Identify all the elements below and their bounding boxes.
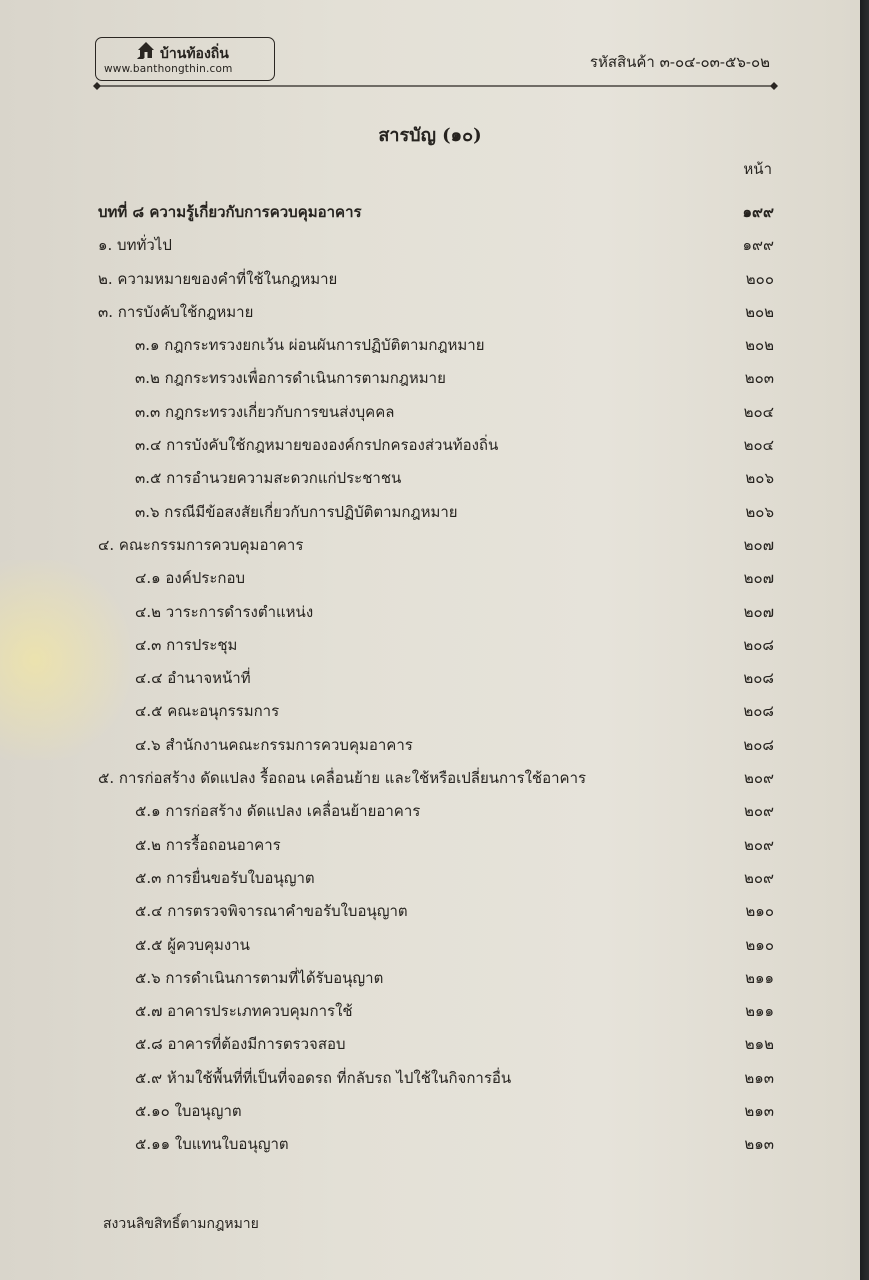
toc-label: ๒. ความหมายของคำที่ใช้ในกฎหมาย [98, 269, 338, 288]
toc-entry [0, 229, 860, 262]
toc-label: ๕.๙ ห้ามใช้พื้นที่ที่เป็นที่จอดรถ ที่กลับรถ ไปใช้ในกิจการอื่น [135, 1068, 512, 1087]
toc-page: ๒๐๗ [743, 602, 774, 621]
toc-label: ๔.๓ การประชุม [135, 635, 238, 654]
toc-entry [0, 596, 860, 629]
toc-page: ๒๑๑ [745, 968, 774, 987]
toc-page: ๑๙๙ [742, 203, 774, 221]
toc-label: ๕.๑๐ ใบอนุญาต [135, 1102, 242, 1121]
toc-entry [0, 862, 860, 895]
toc-entry [0, 1062, 860, 1095]
toc-page: ๒๐๘ [743, 669, 774, 688]
toc-page: ๒๐๔ [743, 402, 774, 421]
toc-page: ๒๑๓ [744, 1135, 774, 1154]
toc-page: ๒๐๗ [743, 569, 774, 588]
toc-entry [0, 795, 860, 828]
toc-entry [0, 196, 860, 229]
toc-entry [0, 562, 860, 595]
toc-label: ๕.๘ อาคารที่ต้องมีการตรวจสอบ [135, 1035, 346, 1054]
toc-entry [0, 929, 860, 962]
toc-label: ๕.๖ การดำเนินการตามที่ได้รับอนุญาต [135, 968, 384, 987]
toc-entry [0, 1028, 860, 1061]
toc-entry [0, 496, 860, 529]
toc-entry [0, 629, 860, 662]
toc-page: ๒๑๐ [745, 935, 774, 954]
toc-label: ๕.๗ อาคารประเภทควบคุมการใช้ [135, 1002, 353, 1021]
toc-label: ๓.๑ กฎกระทรวงยกเว้น ผ่อนผันการปฏิบัติตามกฎหมาย [135, 336, 485, 355]
toc-label: ๔.๔ อำนาจหน้าที่ [135, 669, 251, 688]
toc-entry [0, 529, 860, 562]
toc-page: ๒๐๖ [745, 502, 774, 521]
toc-entry [0, 895, 860, 928]
toc-label: ๓.๔ การบังคับใช้กฎหมายขององค์กรปกครองส่วนท้องถิ่น [135, 436, 499, 455]
toc-page: ๒๑๑ [745, 1002, 774, 1021]
toc-label: ๓.๒ กฎกระทรวงเพื่อการดำเนินการตามกฎหมาย [135, 369, 446, 388]
toc-entry [0, 729, 860, 762]
toc-label: ๕.๓ การยื่นขอรับใบอนุญาต [135, 868, 315, 887]
toc-page: ๒๐๒ [745, 302, 774, 321]
toc-label: ๓. การบังคับใช้กฎหมาย [98, 302, 254, 321]
toc-entry [0, 695, 860, 728]
house-icon [136, 40, 156, 60]
toc-entry [0, 1095, 860, 1128]
table-of-contents [0, 196, 860, 1162]
toc-entry [0, 1128, 860, 1161]
toc-label: ๕.๒ การรื้อถอนอาคาร [135, 835, 281, 854]
toc-entry [0, 429, 860, 462]
toc-label: ๕.๔ การตรวจพิจารณาคำขอรับใบอนุญาต [135, 902, 408, 921]
toc-entry [0, 329, 860, 362]
toc-label: ๔. คณะกรรมการควบคุมอาคาร [98, 535, 304, 554]
toc-page: ๒๐๗ [743, 535, 774, 554]
toc-label: บทที่ ๘ ความรู้เกี่ยวกับการควบคุมอาคาร [98, 203, 362, 221]
page-title: สารบัญ (๑๐) [378, 125, 482, 146]
toc-label: ๔.๑ องค์ประกอบ [135, 569, 246, 588]
toc-page: ๒๑๓ [744, 1068, 774, 1087]
toc-page: ๑๙๙ [742, 236, 774, 255]
toc-page: ๒๐๖ [745, 469, 774, 488]
toc-label: ๔.๖ สำนักงานคณะกรรมการควบคุมอาคาร [135, 735, 413, 754]
toc-page: ๒๐๒ [745, 336, 774, 355]
toc-page: ๒๑๓ [744, 1102, 774, 1121]
toc-page: ๒๐๙ [743, 868, 774, 887]
publisher-logo [95, 37, 275, 81]
toc-page: ๒๐๔ [743, 436, 774, 455]
toc-page: ๒๑๐ [745, 902, 774, 921]
toc-entry [0, 762, 860, 795]
book-spine [860, 0, 869, 1280]
copyright-footer: สงวนลิขสิทธิ์ตามกฎหมาย [103, 1216, 259, 1232]
toc-page: ๒๐๐ [745, 269, 774, 288]
toc-page: ๒๐๙ [743, 802, 774, 821]
toc-label: ๔.๕ คณะอนุกรรมการ [135, 702, 280, 721]
toc-page: ๒๐๓ [744, 369, 774, 388]
toc-page: ๒๐๘ [743, 735, 774, 754]
toc-entry [0, 962, 860, 995]
toc-label: ๕.๕ ผู้ควบคุมงาน [135, 935, 250, 954]
toc-entry [0, 462, 860, 495]
toc-page: ๒๐๘ [743, 702, 774, 721]
product-code: รหัสสินค้า ๓-๐๔-๐๓-๕๖-๐๒ [589, 53, 770, 71]
toc-label: ๕.๑๑ ใบแทนใบอนุญาต [135, 1135, 289, 1154]
toc-label: ๑. บททั่วไป [98, 236, 172, 255]
toc-entry [0, 296, 860, 329]
toc-label: ๕. การก่อสร้าง ดัดแปลง รื้อถอน เคลื่อนย้าย และใช้หรือเปลี่ยนการใช้อาคาร [98, 769, 587, 788]
toc-entry [0, 662, 860, 695]
toc-label: ๕.๑ การก่อสร้าง ดัดแปลง เคลื่อนย้ายอาคาร [135, 802, 421, 821]
toc-page: ๒๐๙ [743, 835, 774, 854]
toc-label: ๔.๒ วาระการดำรงตำแหน่ง [135, 602, 314, 621]
logo-name: บ้านท้องถิ่น [160, 46, 229, 62]
logo-url: www.banthongthin.com [104, 63, 233, 75]
header-divider [93, 81, 778, 91]
toc-label: ๓.๓ กฎกระทรวงเกี่ยวกับการขนส่งบุคคล [135, 402, 395, 421]
page-column-header: หน้า [743, 160, 772, 178]
toc-page: ๒๐๙ [743, 769, 774, 788]
toc-page: ๒๐๘ [743, 635, 774, 654]
toc-entry [0, 362, 860, 395]
toc-label: ๓.๖ กรณีมีข้อสงสัยเกี่ยวกับการปฏิบัติตามกฎหมาย [135, 502, 458, 521]
toc-entry [0, 396, 860, 429]
toc-entry [0, 995, 860, 1028]
toc-entry [0, 263, 860, 296]
toc-entry [0, 829, 860, 862]
toc-label: ๓.๕ การอำนวยความสะดวกแก่ประชาชน [135, 469, 402, 488]
toc-page: ๒๑๒ [744, 1035, 774, 1054]
